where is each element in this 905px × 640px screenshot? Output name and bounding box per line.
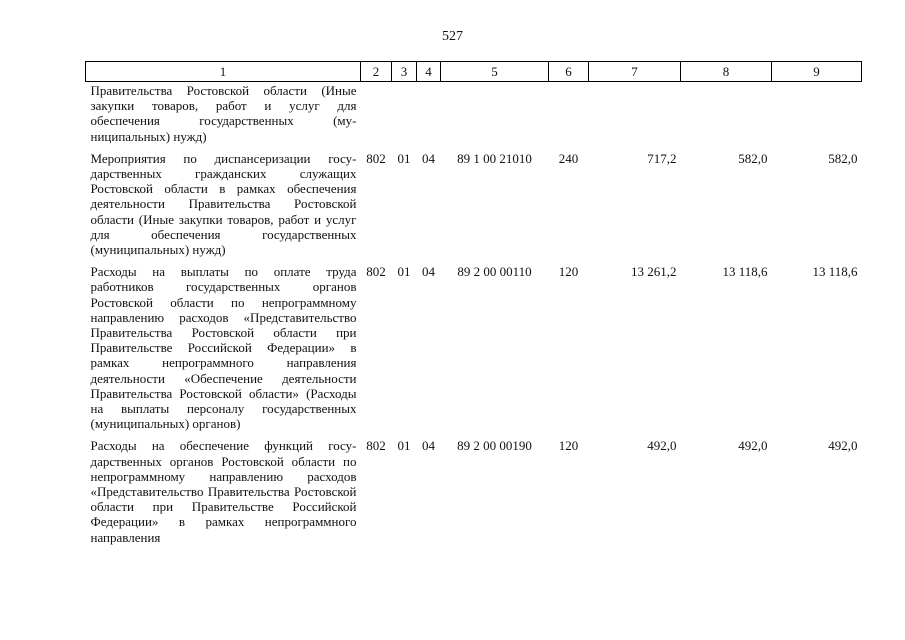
table-row bbox=[86, 82, 862, 151]
row-description: Правительства Ростовской области (Иные закупки товаров, работ и услуг для обеспечения государственных (муниципальных) нужд) bbox=[90, 83, 357, 144]
row-ministry-code bbox=[361, 82, 392, 151]
row-target-article: 89 2 00 00190 bbox=[457, 438, 532, 454]
row-amount-2 bbox=[681, 82, 772, 151]
col-header-amount-3: 9 bbox=[772, 62, 862, 82]
row-subsection-code bbox=[417, 82, 441, 151]
row-expense-type bbox=[549, 82, 589, 151]
col-header-amount-2: 8 bbox=[681, 62, 772, 82]
col-header-target-article: 5 bbox=[441, 62, 549, 82]
row-amount-3: 492,0 bbox=[828, 438, 858, 454]
row-subsection-code: 04 bbox=[422, 438, 435, 454]
budget-table bbox=[85, 61, 862, 552]
row-section-code bbox=[392, 82, 417, 151]
row-amount-2: 492,0 bbox=[738, 438, 768, 454]
row-amount-1: 13 261,2 bbox=[631, 264, 677, 280]
table-row bbox=[86, 151, 862, 264]
col-header-subsection: 4 bbox=[417, 62, 441, 82]
col-header-description: 1 bbox=[86, 62, 361, 82]
col-header-expense-type: 6 bbox=[549, 62, 589, 82]
row-amount-3 bbox=[772, 82, 862, 151]
row-ministry-code: 802 bbox=[366, 150, 386, 166]
row-target-article: 89 1 00 21010 bbox=[457, 150, 532, 166]
row-description: Расходы на выплаты по оплате труда работников государственных органов Ростовской области по непрограммному направлению расходов «Представительство Правительства Ростовской области при Правительстве Российской Федерации» в рамках непрограммного направления деятельности «Обеспечение деятельности Правительства Ростовской области» (Расходы на выплаты персоналу государственных (муниципальных) органов) bbox=[90, 264, 357, 432]
row-expense-type: 120 bbox=[558, 438, 579, 454]
col-header-section: 3 bbox=[392, 62, 417, 82]
row-amount-1: 717,2 bbox=[647, 150, 677, 166]
row-amount-1: 492,0 bbox=[647, 438, 677, 454]
row-description: Расходы на обеспечение функций государственных органов Ростовской области по непрограммному направлению расходов «Представительство Правительства Ростовской области при Правительстве Российской Федерации» в рамках непрограммного направления bbox=[90, 438, 357, 545]
row-subsection-code: 04 bbox=[422, 264, 435, 280]
row-amount-2: 582,0 bbox=[738, 150, 768, 166]
page-number: 527 bbox=[442, 29, 463, 44]
table-row bbox=[86, 438, 862, 551]
row-target-article bbox=[441, 82, 549, 151]
table-row bbox=[86, 264, 862, 438]
row-expense-type: 240 bbox=[558, 150, 579, 166]
row-amount-3: 13 118,6 bbox=[812, 264, 858, 280]
row-subsection-code: 04 bbox=[422, 150, 435, 166]
row-section-code: 01 bbox=[397, 150, 411, 166]
row-description: Мероприятия по диспансеризации государственных гражданских служащих Ростовской области в рамках обеспечения деятельности Правительства Ростовской области (Иные закупки товаров, работ и услуг для обеспечения государственных (муниципальных) нужд) bbox=[90, 150, 357, 258]
row-target-article: 89 2 00 00110 bbox=[457, 264, 532, 280]
row-ministry-code: 802 bbox=[366, 264, 386, 280]
row-amount-3: 582,0 bbox=[828, 150, 858, 166]
row-amount-1 bbox=[589, 82, 681, 151]
header-row bbox=[86, 62, 862, 82]
col-header-amount-1: 7 bbox=[589, 62, 681, 82]
row-ministry-code: 802 bbox=[366, 438, 386, 454]
col-header-ministry: 2 bbox=[361, 62, 392, 82]
row-section-code: 01 bbox=[397, 438, 411, 454]
row-amount-2: 13 118,6 bbox=[722, 264, 768, 280]
row-section-code: 01 bbox=[397, 264, 411, 280]
row-expense-type: 120 bbox=[558, 264, 579, 280]
